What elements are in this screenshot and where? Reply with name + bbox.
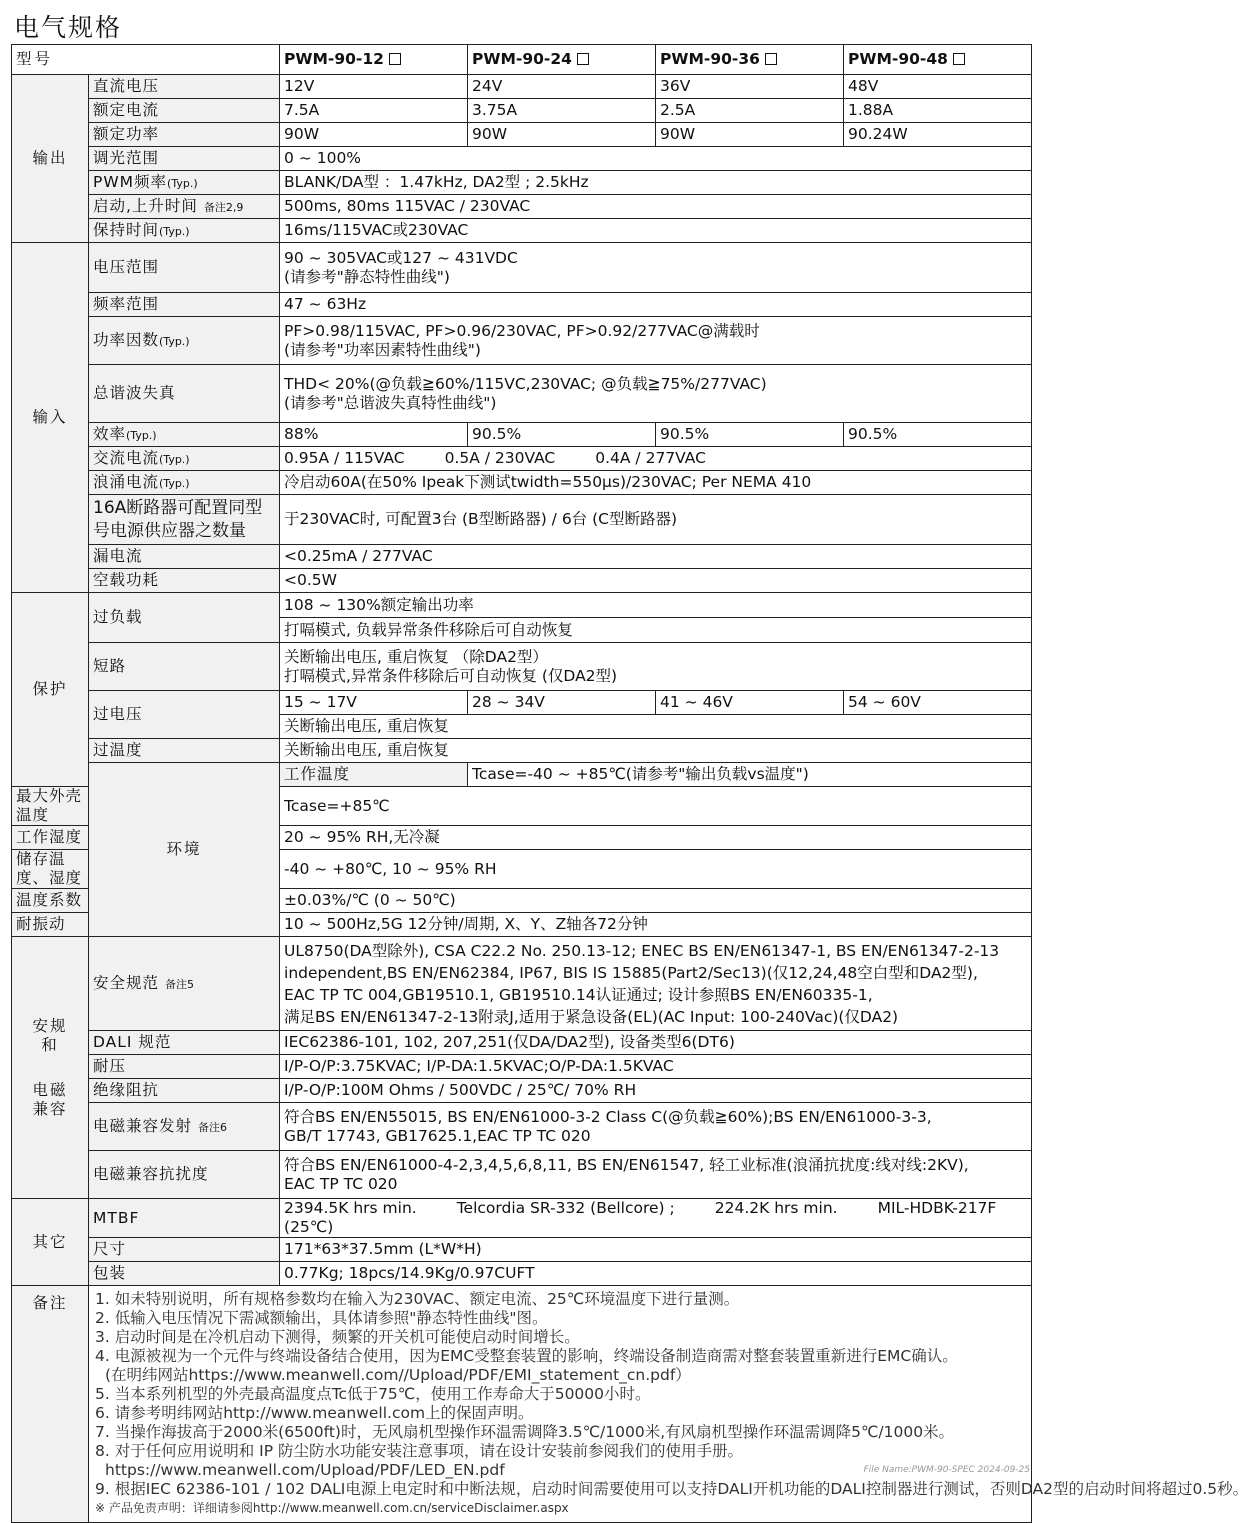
model-36: PWM-90-36 xyxy=(656,45,844,75)
label-over-temp: 过温度 xyxy=(89,739,280,763)
cell: 2394.5K hrs min. Telcordia SR-332 (Bellcore) ; 224.2K hrs min. MIL-HDBK-217F (25℃) xyxy=(280,1199,1032,1238)
label-storage: 储存温度、湿度 xyxy=(12,850,89,889)
note: 1. 如未特别说明，所有规格参数均在输入为230VAC、额定电流、25℃环境温度下进行量测。 xyxy=(95,1290,740,1308)
cell: UL8750(DA型除外), CSA C22.2 No. 250.13-12; ENEC BS EN/EN61347-1, BS EN/EN61347-2-13 independent,BS EN/EN62384, IP67, BIS IS 15885(Part2/Sec13)(仅12,24,48空白型和DA2型), EAC TP TC 004,GB19510.1, GB19510.14认证通过; 设计参照BS EN/EN60335-1, 满足BS EN/EN61347-2-13附录J,适用于紧急设备(EL)(AC Input: 100-240Vac)(仅DA2) xyxy=(280,937,1032,1031)
model-label: 型号 xyxy=(12,45,280,75)
group-output: 输出 xyxy=(12,75,89,243)
label-leakage: 漏电流 xyxy=(89,545,280,569)
cell: 90.24W xyxy=(844,123,1032,147)
note: https://www.meanwell.com/Upload/PDF/LED_EN.pdf xyxy=(105,1461,505,1479)
cell: 于230VAC时, 可配置3台 (B型断路器) / 6台 (C型断路器) xyxy=(280,495,1032,545)
label-pf: 功率因数(Typ.) xyxy=(89,317,280,365)
label-setup-rise: 启动,上升时间 备注2,9 xyxy=(89,195,280,219)
label-breaker: 16A断路器可配置同型 号电源供应器之数量 xyxy=(89,495,280,545)
label-ac-current: 交流电流(Typ.) xyxy=(89,447,280,471)
cell: Tcase=+85℃ xyxy=(280,787,1032,826)
cell: -40 ~ +80℃, 10 ~ 95% RH xyxy=(280,850,1032,889)
note: 5. 当本系列机型的外壳最高温度点Tc低于75℃，使用工作寿命大于50000小时。 xyxy=(95,1385,651,1403)
label-working-temp: 工作温度 xyxy=(280,763,468,787)
model-48: PWM-90-48 xyxy=(844,45,1032,75)
label-vibration: 耐振动 xyxy=(12,913,89,937)
cell: 90 ~ 305VAC或127 ~ 431VDC (请参考"静态特性曲线") xyxy=(280,243,1032,293)
cell: ±0.03%/℃ (0 ~ 50℃) xyxy=(280,889,1032,913)
cell: 15 ~ 17V xyxy=(280,691,468,715)
cell: 2.5A xyxy=(656,99,844,123)
spec-table xyxy=(11,44,1248,1523)
cell: 关断输出电压, 重启恢复 （除DA2型） 打嗝模式,异常条件移除后可自动恢复 (仅DA2型) xyxy=(280,643,1032,691)
label-voltage-range: 电压范围 xyxy=(89,243,280,293)
label-overload: 过负载 xyxy=(89,593,280,643)
label-isolation: 绝缘阻抗 xyxy=(89,1079,280,1103)
cell: 90.5% xyxy=(656,423,844,447)
file-name: File Name:PWM-90-SPEC 2024-09-25 xyxy=(863,1465,1030,1475)
label-freq-range: 频率范围 xyxy=(89,293,280,317)
cell: 关断输出电压, 重启恢复 xyxy=(280,739,1032,763)
note: (在明纬网站https://www.meanwell.com//Upload/PDF/EMI_statement_cn.pdf） xyxy=(105,1366,691,1384)
label-thd: 总谐波失真 xyxy=(89,365,280,423)
note: ※ 产品免责声明：详细请参阅http://www.meanwell.com.cn/serviceDisclaimer.aspx xyxy=(95,1501,569,1515)
note: 4. 电源被视为一个元件与终端设备结合使用，因为EMC受整套装置的影响，终端设备制造商需对整套装置重新进行EMC确认。 xyxy=(95,1347,958,1365)
cell: 0 ~ 100% xyxy=(280,147,1032,171)
label-dali: DALI 规范 xyxy=(89,1031,280,1055)
cell: I/P-O/P:100M Ohms / 500VDC / 25℃/ 70% RH xyxy=(280,1079,1032,1103)
label-emc-emission: 电磁兼容发射 备注6 xyxy=(89,1103,280,1151)
cell: Tcase=-40 ~ +85℃(请参考"输出负载vs温度") xyxy=(468,763,1032,787)
note: 9. 根据IEC 62386-101 / 102 DALI电源上电定时和中断法规，启动时间需要使用可以支持DALI开机功能的DALI控制器进行测试，否则DA2型的启动时间将超过0.5秒。 xyxy=(95,1480,1248,1498)
cell: 500ms, 80ms 115VAC / 230VAC xyxy=(280,195,1032,219)
label-hold-up: 保持时间(Typ.) xyxy=(89,219,280,243)
cell: 符合BS EN/EN61000-4-2,3,4,5,6,8,11, BS EN/EN61547, 轻工业标准(浪涌抗扰度:线对线:2KV), EAC TP TC 020 xyxy=(280,1151,1032,1199)
group-environment: 环境 xyxy=(89,763,280,937)
cell: 20 ~ 95% RH,无冷凝 xyxy=(280,826,1032,850)
cell: 90W xyxy=(656,123,844,147)
cell: 0.77Kg; 18pcs/14.9Kg/0.97CUFT xyxy=(280,1262,1032,1286)
note: 2. 低输入电压情况下需减额输出，具体请参照"静态特性曲线"图。 xyxy=(95,1309,548,1327)
cell: 28 ~ 34V xyxy=(468,691,656,715)
cell: THD< 20%(@负载≧60%/115VC,230VAC; @负载≧75%/277VAC) (请参考"总谐波失真特性曲线") xyxy=(280,365,1032,423)
label-over-voltage: 过电压 xyxy=(89,691,280,739)
cell: 90.5% xyxy=(468,423,656,447)
label-efficiency: 效率(Typ.) xyxy=(89,423,280,447)
cell: PF>0.98/115VAC, PF>0.96/230VAC, PF>0.92/277VAC@满载时 (请参考"功率因素特性曲线") xyxy=(280,317,1032,365)
note: 6. 请参考明纬网站http://www.meanwell.com上的保固声明。 xyxy=(95,1404,534,1422)
cell: 0.95A / 115VAC 0.5A / 230VAC 0.4A / 277VAC xyxy=(280,447,1032,471)
cell: IEC62386-101, 102, 207,251(仅DA/DA2型), 设备类型6(DT6) xyxy=(280,1031,1032,1055)
cell: 16ms/115VAC或230VAC xyxy=(280,219,1032,243)
note: 8. 对于任何应用说明和 IP 防尘防水功能安装注意事项，请在设计安装前参阅我们的使用手册。 xyxy=(95,1442,743,1460)
cell: 24V xyxy=(468,75,656,99)
page-title: 电气规格 xyxy=(14,13,123,42)
cell: 10 ~ 500Hz,5G 12分钟/周期, X、Y、Z轴各72分钟 xyxy=(280,913,1032,937)
cell: 90W xyxy=(280,123,468,147)
cell: 54 ~ 60V xyxy=(844,691,1032,715)
cell: 90.5% xyxy=(844,423,1032,447)
cell: 关断输出电压, 重启恢复 xyxy=(280,715,1032,739)
label-mtbf: MTBF xyxy=(89,1199,280,1238)
model-24: PWM-90-24 xyxy=(468,45,656,75)
cell: 冷启动60A(在50% Ipeak下测试twidth=550μs)/230VAC; Per NEMA 410 xyxy=(280,471,1032,495)
note: 3. 启动时间是在冷机启动下测得，频繁的开关机可能使启动时间增长。 xyxy=(95,1328,580,1346)
cell: <0.25mA / 277VAC xyxy=(280,545,1032,569)
label-max-case: 最大外壳温度 xyxy=(12,787,89,826)
label-temp-coeff: 温度系数 xyxy=(12,889,89,913)
group-notes: 备注 xyxy=(12,1286,89,1523)
cell: 171*63*37.5mm (L*W*H) xyxy=(280,1238,1032,1262)
cell: 12V xyxy=(280,75,468,99)
cell: <0.5W xyxy=(280,569,1032,593)
label-packing: 包装 xyxy=(89,1262,280,1286)
cell: 符合BS EN/EN55015, BS EN/EN61000-3-2 Class C(@负载≧60%);BS EN/EN61000-3-3, GB/T 17743, GB17625.1,EAC TP TC 020 xyxy=(280,1103,1032,1151)
label-withstand: 耐压 xyxy=(89,1055,280,1079)
cell: BLANK/DA型 ：1.47kHz, DA2型 ; 2.5kHz xyxy=(280,171,1032,195)
cell: 36V xyxy=(656,75,844,99)
group-protection: 保护 xyxy=(12,593,89,787)
label-rated-current: 额定电流 xyxy=(89,99,280,123)
group-input: 输入 xyxy=(12,243,89,593)
cell: 打嗝模式, 负载异常条件移除后可自动恢复 xyxy=(280,618,1032,643)
cell: 88% xyxy=(280,423,468,447)
label-humidity: 工作湿度 xyxy=(12,826,89,850)
cell: I/P-O/P:3.75KVAC; I/P-DA:1.5KVAC;O/P-DA:1.5KVAC xyxy=(280,1055,1032,1079)
cell: 90W xyxy=(468,123,656,147)
cell: 1.88A xyxy=(844,99,1032,123)
cell: 7.5A xyxy=(280,99,468,123)
cell: 41 ~ 46V xyxy=(656,691,844,715)
cell: 47 ~ 63Hz xyxy=(280,293,1032,317)
model-row xyxy=(12,45,1032,75)
cell: 108 ~ 130%额定输出功率 xyxy=(280,593,1032,618)
group-other: 其它 xyxy=(12,1199,89,1286)
group-safety-emc: 安规 和 电磁 兼容 xyxy=(12,937,89,1199)
cell: 3.75A xyxy=(468,99,656,123)
model-12: PWM-90-12 xyxy=(280,45,468,75)
label-dimming: 调光范围 xyxy=(89,147,280,171)
label-short: 短路 xyxy=(89,643,280,691)
label-safety-standards: 安全规范 备注5 xyxy=(89,937,280,1031)
label-pwm-freq: PWM频率(Typ.) xyxy=(89,171,280,195)
label-inrush: 浪涌电流(Typ.) xyxy=(89,471,280,495)
label-no-load: 空载功耗 xyxy=(89,569,280,593)
label-rated-power: 额定功率 xyxy=(89,123,280,147)
note: 7. 当操作海拔高于2000米(6500ft)时，无风扇机型操作环温需调降3.5℃/1000米,有风扇机型操作环温需调降5℃/1000米。 xyxy=(95,1423,955,1441)
notes-list xyxy=(89,1286,1248,1523)
label-emc-immunity: 电磁兼容抗扰度 xyxy=(89,1151,280,1199)
label-dimension: 尺寸 xyxy=(89,1238,280,1262)
cell: 48V xyxy=(844,75,1032,99)
label-dc-voltage: 直流电压 xyxy=(89,75,280,99)
